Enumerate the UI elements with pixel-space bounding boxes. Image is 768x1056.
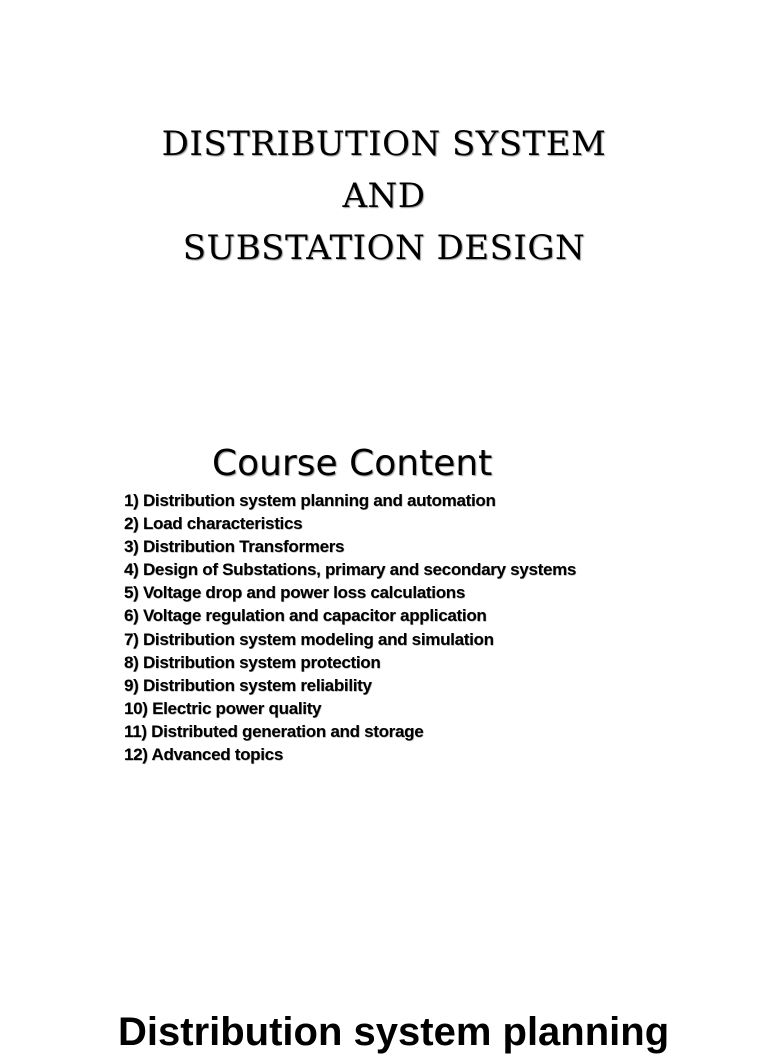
list-item: 9) Distribution system reliability: [124, 675, 372, 695]
next-page-heading: Distribution system planning: [118, 1010, 670, 1054]
list-item: 2) Load characteristics: [124, 514, 303, 534]
title-line-1: DISTRIBUTION SYSTEM: [161, 124, 607, 164]
list-item: 4) Design of Substations, primary and secondary systems: [124, 560, 577, 580]
document-title: [0, 118, 768, 274]
list-item: 6) Voltage regulation and capacitor application: [124, 606, 487, 626]
list-item: 5) Voltage drop and power loss calculations: [124, 583, 466, 603]
title-line-3: SUBSTATION DESIGN: [182, 228, 586, 268]
course-content-list: [124, 489, 576, 766]
list-item: 11) Distributed generation and storage: [124, 721, 424, 741]
list-item: 7) Distribution system modeling and simulation: [124, 629, 494, 649]
list-item: 10) Electric power quality: [124, 698, 322, 718]
list-item: 8) Distribution system protection: [124, 652, 381, 672]
title-line-2: AND: [342, 176, 426, 216]
list-item: 12) Advanced topics: [124, 745, 283, 765]
course-content-heading: Course Content: [212, 443, 493, 484]
list-item: 3) Distribution Transformers: [124, 537, 345, 557]
list-item: 1) Distribution system planning and automation: [124, 491, 496, 510]
